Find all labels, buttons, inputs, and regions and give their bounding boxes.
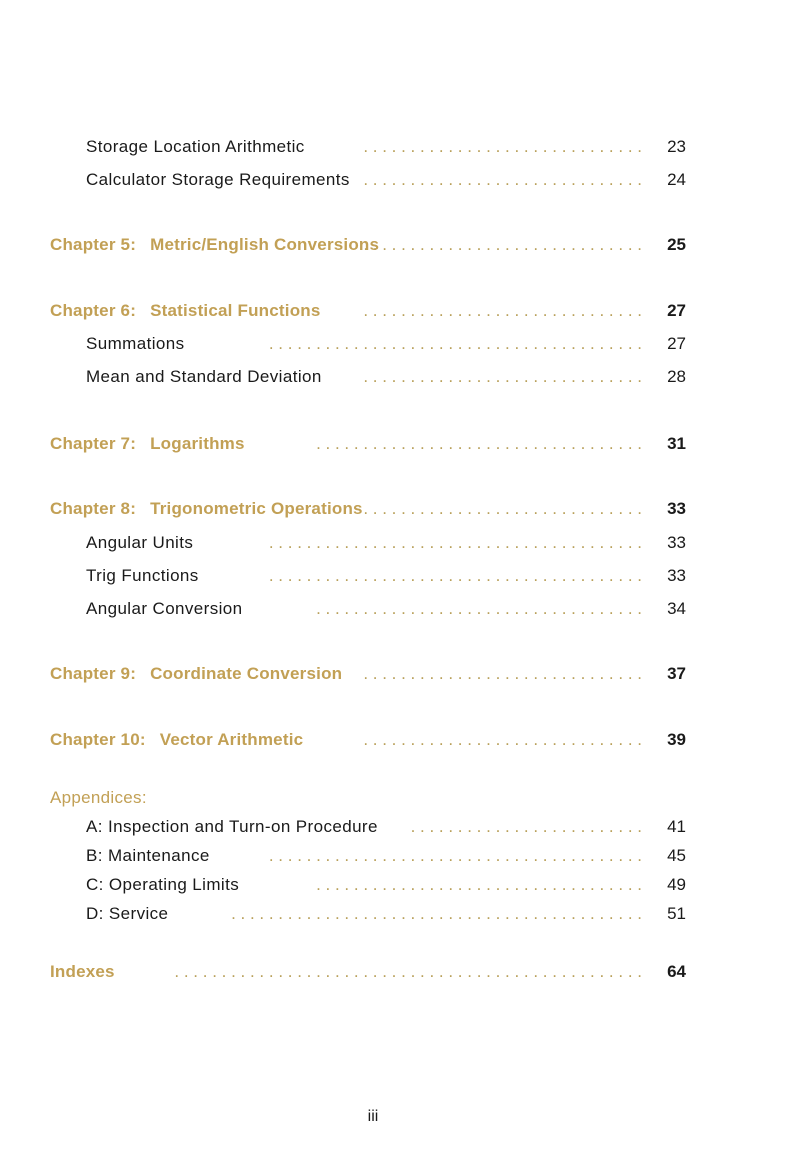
- leader-dots: . . . . . . . . . . . . . . . . . . . . . . . . .: [410, 817, 642, 836]
- leader-dots: . . . . . . . . . . . . . . . . . . . . . . . . . . . . . .: [363, 367, 642, 386]
- toc-entry-label: B: Maintenance: [86, 846, 210, 865]
- toc-appendix-d[interactable]: [0, 901, 786, 927]
- leader-dots: . . . . . . . . . . . . . . . . . . . . . . . . . . . . . . . . . . . . . . . . . . . . . . . . . .: [174, 962, 642, 981]
- indexes-page: 64: [667, 962, 686, 981]
- leader-dots: . . . . . . . . . . . . . . . . . . . . . . . . . . . . . .: [363, 301, 642, 320]
- toc-entry-label: A: Inspection and Turn-on Procedure: [86, 817, 378, 836]
- chapter-title: [50, 431, 245, 457]
- appendices-heading: Appendices:: [50, 788, 147, 807]
- chapter-number: Chapter 7:: [50, 434, 137, 453]
- leader-dots: . . . . . . . . . . . . . . . . . . . . . . . . . . . . . . . . . . .: [316, 434, 642, 453]
- toc-entry-label: Angular Units: [86, 533, 194, 552]
- toc-entry-trig-functions[interactable]: [0, 563, 786, 589]
- chapter-number: Chapter 6:: [50, 301, 137, 320]
- chapter-title: [50, 496, 363, 522]
- leader-dots: . . . . . . . . . . . . . . . . . . . . . . . . . . . . . .: [363, 137, 642, 156]
- chapter-page: 33: [667, 499, 686, 518]
- toc-entry-calculator-storage-requirements[interactable]: [0, 167, 786, 193]
- toc-entry-summations[interactable]: [0, 331, 786, 357]
- toc-entry-storage-location-arithmetic[interactable]: [0, 134, 786, 160]
- chapter-page: 25: [667, 235, 686, 254]
- toc-entry-page: 34: [667, 599, 686, 618]
- toc-entry-page: 24: [667, 170, 686, 189]
- toc-entry-page: 41: [667, 817, 686, 836]
- toc-chapter-9[interactable]: [0, 661, 786, 687]
- toc-entry-angular-units[interactable]: [0, 530, 786, 556]
- leader-dots: . . . . . . . . . . . . . . . . . . . . . . . . . . . . . .: [363, 664, 642, 683]
- chapter-name: Vector Arithmetic: [159, 730, 304, 749]
- toc-entry-label: Calculator Storage Requirements: [86, 170, 350, 189]
- leader-dots: . . . . . . . . . . . . . . . . . . . . . . . . . . . . . .: [363, 499, 642, 518]
- toc-appendix-c[interactable]: [0, 872, 786, 898]
- toc-chapter-6[interactable]: [0, 298, 786, 324]
- leader-dots: . . . . . . . . . . . . . . . . . . . . . . . . . . . . . . . . . . . . . . . .: [268, 566, 642, 585]
- chapter-title: [50, 727, 303, 753]
- page-number: iii: [367, 1108, 379, 1125]
- leader-dots: . . . . . . . . . . . . . . . . . . . . . . . . . . . . . .: [363, 235, 642, 254]
- indexes-title: Indexes: [50, 962, 115, 981]
- toc-entry-page: 45: [667, 846, 686, 865]
- chapter-page: 37: [667, 664, 686, 683]
- chapter-name: Metric/English Conversions: [150, 235, 380, 254]
- toc-entry-label: Summations: [86, 334, 185, 353]
- toc-chapter-5[interactable]: [0, 232, 786, 258]
- toc-entry-page: 33: [667, 533, 686, 552]
- toc-entry-angular-conversion[interactable]: [0, 596, 786, 622]
- toc-appendix-b[interactable]: [0, 843, 786, 869]
- chapter-number: Chapter 8:: [50, 499, 137, 518]
- chapter-name: Coordinate Conversion: [150, 664, 343, 683]
- toc-entry-label: Storage Location Arithmetic: [86, 137, 305, 156]
- chapter-title: [50, 661, 342, 687]
- chapter-title: [50, 232, 379, 258]
- chapter-name: Statistical Functions: [150, 301, 321, 320]
- chapter-number: Chapter 5:: [50, 235, 137, 254]
- toc-chapter-7[interactable]: [0, 431, 786, 457]
- toc-entry-label: Mean and Standard Deviation: [86, 367, 322, 386]
- toc-entry-page: 33: [667, 566, 686, 585]
- toc-entry-label: C: Operating Limits: [86, 875, 240, 894]
- toc-entry-page: 51: [667, 904, 686, 923]
- chapter-title: [50, 298, 321, 324]
- leader-dots: . . . . . . . . . . . . . . . . . . . . . . . . . . . . . . . . . . .: [316, 599, 642, 618]
- toc-entry-page: 27: [667, 334, 686, 353]
- toc-entry-label: Trig Functions: [86, 566, 199, 585]
- leader-dots: . . . . . . . . . . . . . . . . . . . . . . . . . . . . . . . . . . .: [316, 875, 642, 894]
- toc-entry-page: 28: [667, 367, 686, 386]
- chapter-number: Chapter 9:: [50, 664, 137, 683]
- chapter-name: Logarithms: [150, 434, 245, 453]
- chapter-page: 31: [667, 434, 686, 453]
- chapter-number: Chapter 10:: [50, 730, 146, 749]
- leader-dots: . . . . . . . . . . . . . . . . . . . . . . . . . . . . . . . . . . . . . . . .: [268, 334, 642, 353]
- toc-entry-label: D: Service: [86, 904, 169, 923]
- chapter-page: 39: [667, 730, 686, 749]
- chapter-name: Trigonometric Operations: [150, 499, 363, 518]
- toc-indexes[interactable]: [0, 959, 786, 985]
- toc-entry-page: 49: [667, 875, 686, 894]
- leader-dots: . . . . . . . . . . . . . . . . . . . . . . . . . . . . . . . . . . . . . . . . . . . .: [231, 904, 642, 923]
- toc-chapter-10[interactable]: [0, 727, 786, 753]
- leader-dots: . . . . . . . . . . . . . . . . . . . . . . . . . . . . . .: [363, 170, 642, 189]
- toc-appendix-a[interactable]: [0, 814, 786, 840]
- chapter-page: 27: [667, 301, 686, 320]
- toc-entry-label: Angular Conversion: [86, 599, 243, 618]
- leader-dots: . . . . . . . . . . . . . . . . . . . . . . . . . . . . . . . . . . . . . . . .: [268, 533, 642, 552]
- toc-entry-mean-and-standard-deviation[interactable]: [0, 364, 786, 390]
- toc-entry-page: 23: [667, 137, 686, 156]
- leader-dots: . . . . . . . . . . . . . . . . . . . . . . . . . . . . . .: [363, 730, 642, 749]
- leader-dots: . . . . . . . . . . . . . . . . . . . . . . . . . . . . . . . . . . . . . . . .: [268, 846, 642, 865]
- toc-chapter-8[interactable]: [0, 496, 786, 522]
